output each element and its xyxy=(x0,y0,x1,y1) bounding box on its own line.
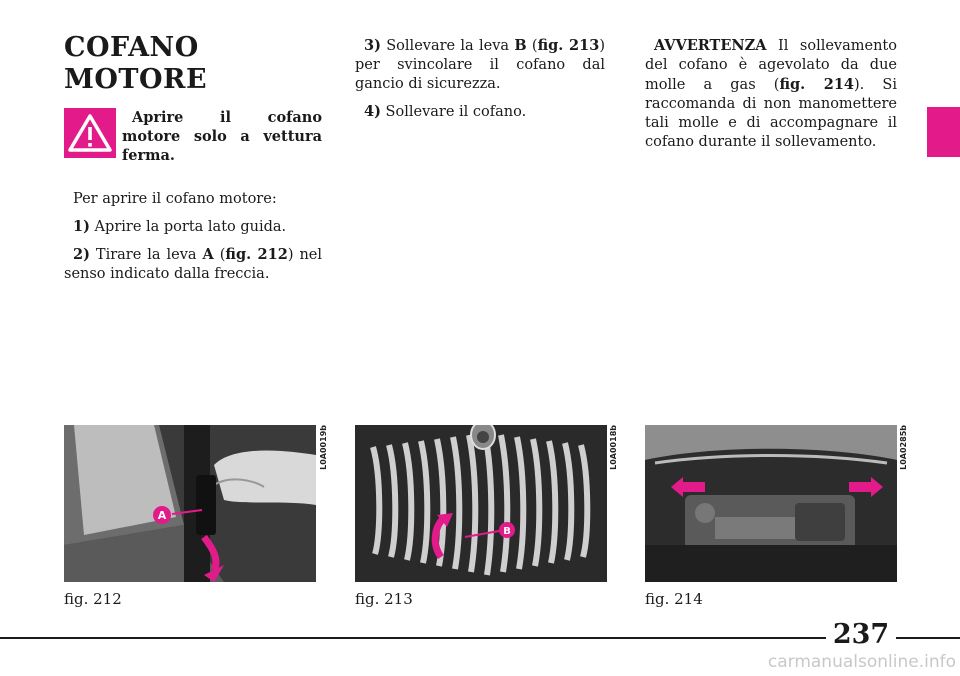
watermark: carmanualsonline.info xyxy=(767,652,956,672)
marker-a: A xyxy=(157,509,167,522)
warning-text: Aprire il cofano motore solo a vettura ferma. xyxy=(122,109,322,164)
step-1: 1) Aprire la porta lato guida. xyxy=(73,218,287,235)
section-tab xyxy=(927,107,960,157)
figure-214-image xyxy=(645,425,897,582)
figure-213-image xyxy=(355,425,607,582)
text-column-3 xyxy=(645,36,897,160)
intro-paragraph: Per aprire il cofano motore: xyxy=(73,191,277,207)
figure-213-code: L0A0018b xyxy=(609,425,618,470)
step-4: 4) Sollevare il cofano. xyxy=(364,103,527,120)
warning-triangle-icon xyxy=(64,108,116,158)
step-2: 2) Tirare la leva A (fig. 212) nel senso indicato dalla freccia. xyxy=(64,246,323,282)
text-column-2 xyxy=(355,36,605,130)
marker-b: B xyxy=(503,526,511,537)
figure-213-caption: fig. 213 xyxy=(355,590,413,608)
text-column-1 xyxy=(64,190,322,292)
figure-212-image xyxy=(64,425,316,582)
figure-212-caption: fig. 212 xyxy=(64,590,122,608)
warning-box xyxy=(64,108,116,158)
page-number: 237 xyxy=(826,617,896,653)
page-title: COFANO MOTORE xyxy=(64,32,208,95)
figure-214-code: L0A0285b xyxy=(899,425,908,470)
footer-rule xyxy=(0,637,960,639)
figure-212-code: L0A0019b xyxy=(319,425,328,470)
warning-note: AVVERTENZA Il sollevamento del cofano è agevolato da due molle a gas (fig. 214). Si raccomanda di non manomettere tali molle e di accompagnare il cofano durante il sollevamento. xyxy=(645,37,897,150)
figure-214-caption: fig. 214 xyxy=(645,590,703,608)
step-3: 3) Sollevare la leva B (fig. 213) per svincolare il cofano dal gancio di sicurezza. xyxy=(355,37,605,92)
